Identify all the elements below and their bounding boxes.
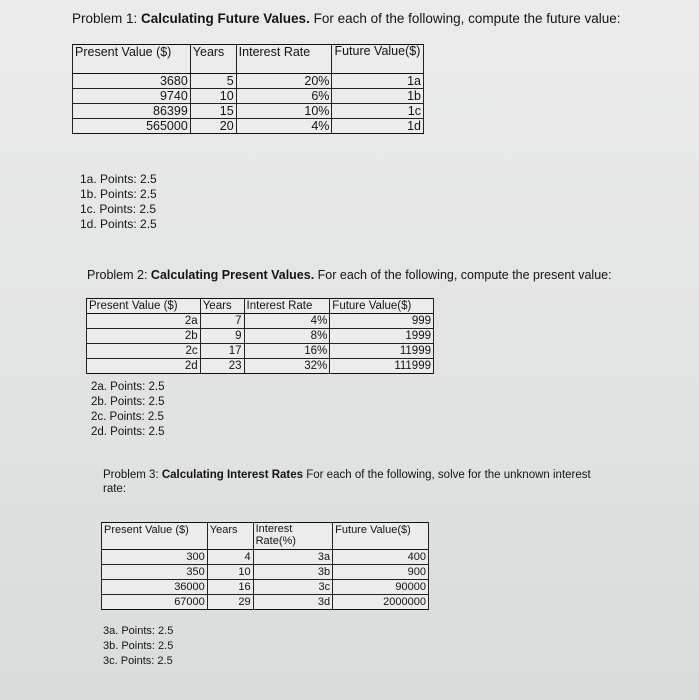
p2-cell: 2a (87, 314, 201, 329)
p3-cell: 67000 (102, 595, 208, 610)
p1-header-present-value: Present Value ($) (73, 45, 191, 74)
table-row (87, 344, 434, 359)
table-row (73, 104, 424, 119)
p3-cell: 2000000 (333, 595, 429, 610)
p3-header-interest-rate: Interest Rate(%) (253, 523, 333, 550)
p3-header-years: Years (207, 523, 253, 550)
p1-header-years: Years (190, 45, 236, 74)
problem1-title-prefix: Problem 1: (72, 11, 142, 26)
problem3-title-line2: rate: (103, 483, 127, 495)
p3-cell: 3a (253, 550, 333, 565)
p3-cell: 29 (207, 595, 253, 610)
p1-cell: 565000 (73, 119, 191, 134)
p2-cell: 1999 (330, 329, 434, 344)
p2-header-interest-rate: Interest Rate (244, 299, 330, 314)
p2-cell: 16% (244, 344, 330, 359)
problem2-table (86, 298, 434, 374)
points-line: 1a. Points: 2.5 (80, 172, 157, 186)
table-row (102, 550, 429, 565)
p2-cell: 17 (200, 344, 244, 359)
table-row (73, 74, 424, 89)
problem3-title-rest: For each of the following, solve for the unknown interest (303, 469, 591, 481)
problem2-title-rest: For each of the following, compute the present value: (314, 268, 612, 282)
p1-cell: 1c (332, 104, 424, 119)
points-line: 1d. Points: 2.5 (80, 217, 157, 231)
problem1-table (72, 44, 424, 134)
p2-header-present-value: Present Value ($) (87, 299, 201, 314)
points-line: 1b. Points: 2.5 (80, 187, 157, 201)
problem1-title-rest: For each of the following, compute the future value: (309, 11, 621, 26)
points-line: 2d. Points: 2.5 (91, 426, 165, 438)
p1-cell: 20 (190, 119, 236, 134)
points-line: 2c. Points: 2.5 (91, 411, 164, 423)
problem2-title-bold: Calculating Present Values. (150, 268, 315, 282)
p1-cell: 10 (190, 89, 236, 104)
table-row (87, 314, 434, 329)
p3-header-future-value: Future Value($) (333, 523, 429, 550)
table-row (87, 359, 434, 374)
p2-cell: 32% (244, 359, 330, 374)
p3-cell: 36000 (102, 580, 208, 595)
p1-cell: 15 (190, 104, 236, 119)
points-line: 3a. Points: 2.5 (103, 625, 174, 637)
problem1-points (80, 172, 157, 232)
p1-cell: 5 (190, 74, 236, 89)
problem3-title-bold: Calculating Interest Rates (161, 469, 304, 481)
p3-cell: 400 (333, 550, 429, 565)
p2-cell: 111999 (330, 359, 434, 374)
points-line: 1c. Points: 2.5 (80, 202, 157, 216)
problem3-title (103, 468, 591, 496)
p3-cell: 4 (207, 550, 253, 565)
table-row (73, 89, 424, 104)
problem3-table (101, 522, 429, 610)
table-row (73, 119, 424, 134)
p1-cell: 1d (332, 119, 424, 134)
problem2-points (91, 380, 165, 440)
p3-cell: 16 (207, 580, 253, 595)
points-line: 2b. Points: 2.5 (91, 396, 165, 408)
p1-header-future-value: Future Value($) (332, 45, 424, 74)
p2-cell: 2b (87, 329, 201, 344)
points-line: 3b. Points: 2.5 (103, 640, 174, 652)
p3-cell: 3d (253, 595, 333, 610)
p2-cell: 9 (200, 329, 244, 344)
p3-cell: 90000 (333, 580, 429, 595)
p3-cell: 3c (253, 580, 333, 595)
problem2-title-prefix: Problem 2: (87, 268, 151, 282)
p2-cell: 2d (87, 359, 201, 374)
problem1-title (72, 11, 621, 26)
p2-cell: 4% (244, 314, 330, 329)
p2-cell: 7 (200, 314, 244, 329)
p3-cell: 10 (207, 565, 253, 580)
p1-cell: 86399 (73, 104, 191, 119)
p1-cell: 10% (236, 104, 332, 119)
p2-cell: 23 (200, 359, 244, 374)
problem2-title (87, 268, 612, 282)
p1-cell: 3680 (73, 74, 191, 89)
problem1-title-bold: Calculating Future Values. (141, 11, 310, 26)
p3-cell: 900 (333, 565, 429, 580)
points-line: 3c. Points: 2.5 (103, 655, 173, 667)
points-line: 2a. Points: 2.5 (91, 381, 165, 393)
p3-header-present-value: Present Value ($) (102, 523, 208, 550)
p1-cell: 6% (236, 89, 332, 104)
problem3-title-prefix: Problem 3: (103, 469, 162, 481)
p1-cell: 9740 (73, 89, 191, 104)
p2-cell: 8% (244, 329, 330, 344)
table-row (102, 565, 429, 580)
p3-cell: 3b (253, 565, 333, 580)
p2-cell: 11999 (330, 344, 434, 359)
p2-header-future-value: Future Value($) (330, 299, 434, 314)
p1-cell: 1b (332, 89, 424, 104)
p1-header-interest-rate: Interest Rate (236, 45, 332, 74)
p1-cell: 4% (236, 119, 332, 134)
table-row (102, 580, 429, 595)
p2-header-years: Years (200, 299, 244, 314)
table-row (102, 595, 429, 610)
p3-cell: 350 (102, 565, 208, 580)
p2-cell: 999 (330, 314, 434, 329)
p1-cell: 1a (332, 74, 424, 89)
p2-cell: 2c (87, 344, 201, 359)
table-row (87, 329, 434, 344)
p3-cell: 300 (102, 550, 208, 565)
problem3-points (103, 624, 173, 669)
p1-cell: 20% (236, 74, 332, 89)
